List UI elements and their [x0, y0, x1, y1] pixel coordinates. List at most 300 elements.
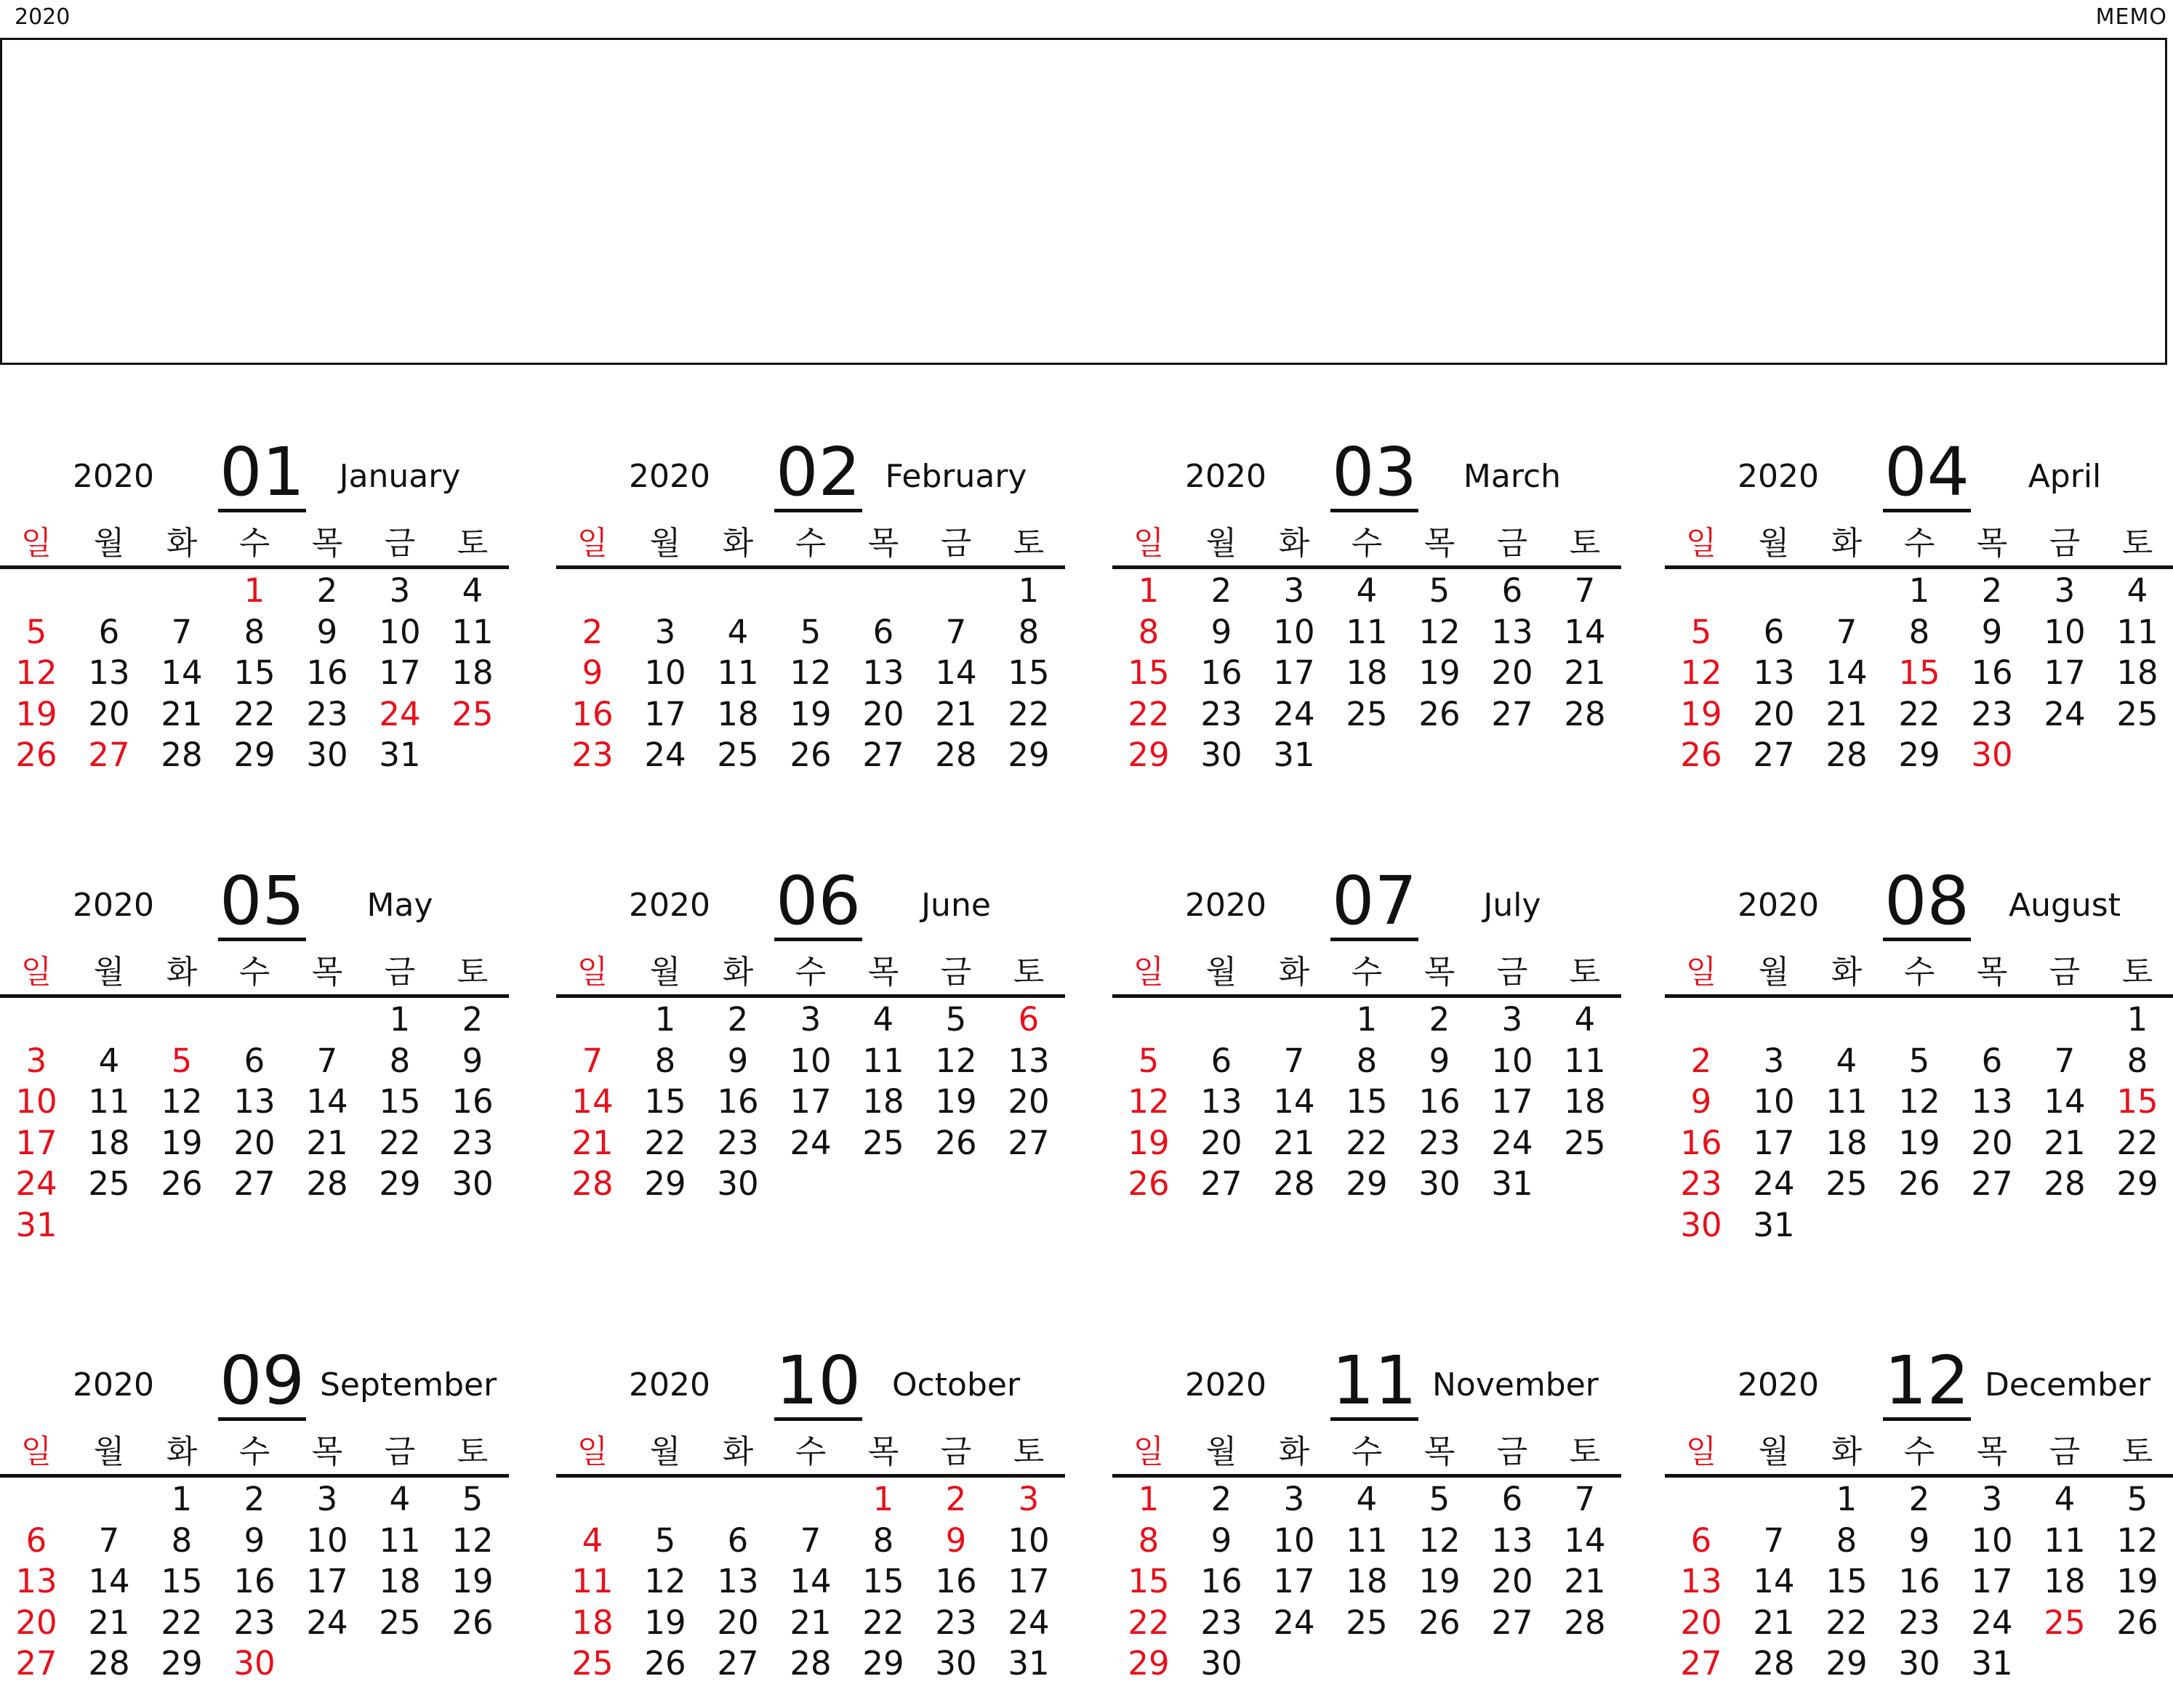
day-cell[interactable]: 10 [15, 1082, 57, 1121]
day-cell[interactable]: 17 [1008, 1562, 1050, 1600]
day-cell[interactable]: 26 [935, 1123, 977, 1162]
day-cell[interactable]: 3 [654, 612, 676, 651]
day-cell[interactable]: 28 [161, 736, 203, 774]
day-cell[interactable]: 2 [1981, 571, 2003, 610]
day-cell[interactable]: 9 [1981, 612, 2003, 651]
day-cell[interactable]: 19 [1418, 653, 1461, 692]
day-cell[interactable]: 7 [1574, 571, 1596, 610]
day-cell[interactable]: 6 [25, 1520, 47, 1560]
day-cell[interactable]: 11 [571, 1562, 614, 1600]
day-cell[interactable]: 8 [2126, 1041, 2148, 1080]
day-cell[interactable]: 7 [800, 1520, 822, 1560]
day-cell[interactable]: 4 [98, 1041, 120, 1080]
day-cell[interactable]: 8 [1138, 1520, 1160, 1560]
day-cell[interactable]: 5 [800, 612, 822, 651]
day-cell[interactable]: 20 [1971, 1123, 2013, 1162]
day-cell[interactable]: 31 [15, 1205, 57, 1244]
day-cell[interactable]: 25 [717, 736, 759, 774]
memo-box[interactable] [0, 38, 2167, 365]
day-cell[interactable]: 18 [1825, 1123, 1868, 1162]
day-cell[interactable]: 28 [2044, 1164, 2086, 1203]
day-cell[interactable]: 4 [389, 1480, 411, 1518]
day-cell[interactable]: 14 [571, 1082, 614, 1121]
day-cell[interactable]: 11 [451, 612, 494, 651]
day-cell[interactable]: 23 [1200, 1603, 1242, 1642]
day-cell[interactable]: 7 [316, 1041, 338, 1080]
day-cell[interactable]: 24 [1008, 1603, 1050, 1642]
day-cell[interactable]: 23 [1680, 1164, 1722, 1203]
day-cell[interactable]: 12 [644, 1562, 686, 1600]
day-cell[interactable]: 4 [2054, 1480, 2076, 1518]
day-cell[interactable]: 30 [1200, 1644, 1242, 1683]
day-cell[interactable]: 30 [306, 736, 348, 774]
day-cell[interactable]: 16 [1200, 1562, 1242, 1600]
day-cell[interactable]: 1 [654, 1000, 676, 1039]
day-cell[interactable]: 13 [15, 1562, 57, 1600]
day-cell[interactable]: 10 [790, 1041, 832, 1080]
day-cell[interactable]: 20 [1753, 694, 1795, 733]
day-cell[interactable]: 19 [1680, 694, 1722, 733]
day-cell[interactable]: 22 [1825, 1603, 1868, 1642]
day-cell[interactable]: 24 [2044, 694, 2086, 733]
day-cell[interactable]: 19 [1418, 1562, 1461, 1600]
day-cell[interactable]: 23 [1898, 1603, 1940, 1642]
day-cell[interactable]: 26 [451, 1603, 494, 1642]
day-cell[interactable]: 11 [717, 653, 759, 692]
day-cell[interactable]: 19 [935, 1082, 977, 1121]
day-cell[interactable]: 15 [1346, 1082, 1388, 1121]
day-cell[interactable]: 31 [1008, 1644, 1050, 1683]
day-cell[interactable]: 3 [1981, 1480, 2003, 1518]
day-cell[interactable]: 30 [1971, 736, 2013, 774]
day-cell[interactable]: 14 [1564, 612, 1606, 651]
day-cell[interactable]: 24 [1273, 694, 1315, 733]
day-cell[interactable]: 7 [171, 612, 193, 651]
day-cell[interactable]: 12 [15, 653, 57, 692]
day-cell[interactable]: 11 [1825, 1082, 1868, 1121]
day-cell[interactable]: 18 [717, 694, 759, 733]
day-cell[interactable]: 25 [2044, 1603, 2086, 1642]
day-cell[interactable]: 7 [945, 612, 967, 651]
day-cell[interactable]: 5 [1690, 612, 1712, 651]
day-cell[interactable]: 29 [161, 1644, 203, 1683]
day-cell[interactable]: 28 [1753, 1644, 1795, 1683]
day-cell[interactable]: 27 [88, 736, 130, 774]
day-cell[interactable]: 8 [1138, 612, 1160, 651]
day-cell[interactable]: 1 [872, 1480, 894, 1518]
day-cell[interactable]: 12 [1898, 1082, 1940, 1121]
day-cell[interactable]: 5 [1429, 1480, 1450, 1518]
day-cell[interactable]: 22 [1008, 694, 1050, 733]
day-cell[interactable]: 24 [379, 694, 421, 733]
day-cell[interactable]: 20 [1491, 653, 1533, 692]
day-cell[interactable]: 9 [1429, 1041, 1450, 1080]
day-cell[interactable]: 1 [1018, 571, 1040, 610]
day-cell[interactable]: 25 [379, 1603, 421, 1642]
day-cell[interactable]: 20 [717, 1603, 759, 1642]
day-cell[interactable]: 16 [1971, 653, 2013, 692]
day-cell[interactable]: 28 [1564, 1603, 1606, 1642]
day-cell[interactable]: 2 [462, 1000, 483, 1039]
day-cell[interactable]: 13 [88, 653, 130, 692]
day-cell[interactable]: 16 [1680, 1123, 1722, 1162]
day-cell[interactable]: 24 [306, 1603, 348, 1642]
day-cell[interactable]: 6 [1210, 1041, 1232, 1080]
day-cell[interactable]: 18 [1346, 653, 1388, 692]
day-cell[interactable]: 26 [644, 1644, 686, 1683]
day-cell[interactable]: 14 [1825, 653, 1868, 692]
day-cell[interactable]: 30 [935, 1644, 977, 1683]
day-cell[interactable]: 14 [88, 1562, 130, 1600]
day-cell[interactable]: 3 [1763, 1041, 1785, 1080]
day-cell[interactable]: 29 [1898, 736, 1940, 774]
day-cell[interactable]: 17 [1491, 1082, 1533, 1121]
day-cell[interactable]: 25 [88, 1164, 130, 1203]
day-cell[interactable]: 15 [1898, 653, 1940, 692]
day-cell[interactable]: 6 [98, 612, 120, 651]
day-cell[interactable]: 3 [2054, 571, 2076, 610]
day-cell[interactable]: 13 [1200, 1082, 1242, 1121]
day-cell[interactable]: 12 [1128, 1082, 1170, 1121]
day-cell[interactable]: 8 [1018, 612, 1040, 651]
day-cell[interactable]: 19 [15, 694, 57, 733]
day-cell[interactable]: 2 [582, 612, 603, 651]
day-cell[interactable]: 30 [1200, 736, 1242, 774]
day-cell[interactable]: 16 [571, 694, 614, 733]
day-cell[interactable]: 6 [1501, 1480, 1523, 1518]
day-cell[interactable]: 12 [1418, 1520, 1461, 1560]
day-cell[interactable]: 25 [1346, 694, 1388, 733]
day-cell[interactable]: 4 [1836, 1041, 1857, 1080]
day-cell[interactable]: 26 [2116, 1603, 2158, 1642]
day-cell[interactable]: 4 [872, 1000, 894, 1039]
day-cell[interactable]: 23 [717, 1123, 759, 1162]
day-cell[interactable]: 2 [1429, 1000, 1450, 1039]
day-cell[interactable]: 19 [451, 1562, 494, 1600]
day-cell[interactable]: 4 [1574, 1000, 1596, 1039]
day-cell[interactable]: 18 [379, 1562, 421, 1600]
day-cell[interactable]: 12 [1680, 653, 1722, 692]
day-cell[interactable]: 26 [15, 736, 57, 774]
day-cell[interactable]: 5 [171, 1041, 193, 1080]
day-cell[interactable]: 18 [1564, 1082, 1606, 1121]
day-cell[interactable]: 14 [2044, 1082, 2086, 1121]
day-cell[interactable]: 17 [644, 694, 686, 733]
day-cell[interactable]: 29 [233, 736, 276, 774]
day-cell[interactable]: 17 [15, 1123, 57, 1162]
day-cell[interactable]: 8 [1356, 1041, 1378, 1080]
day-cell[interactable]: 10 [379, 612, 421, 651]
day-cell[interactable]: 12 [1418, 612, 1461, 651]
day-cell[interactable]: 14 [790, 1562, 832, 1600]
day-cell[interactable]: 27 [15, 1644, 57, 1683]
day-cell[interactable]: 29 [1825, 1644, 1868, 1683]
day-cell[interactable]: 31 [1753, 1205, 1795, 1244]
day-cell[interactable]: 24 [1491, 1123, 1533, 1162]
day-cell[interactable]: 21 [1564, 1562, 1606, 1600]
day-cell[interactable]: 22 [1346, 1123, 1388, 1162]
day-cell[interactable]: 8 [1908, 612, 1930, 651]
day-cell[interactable]: 11 [2116, 612, 2158, 651]
day-cell[interactable]: 29 [379, 1164, 421, 1203]
day-cell[interactable]: 16 [935, 1562, 977, 1600]
day-cell[interactable]: 21 [935, 694, 977, 733]
day-cell[interactable]: 15 [1008, 653, 1050, 692]
day-cell[interactable]: 27 [1491, 694, 1533, 733]
day-cell[interactable]: 15 [1128, 653, 1170, 692]
day-cell[interactable]: 15 [379, 1082, 421, 1121]
day-cell[interactable]: 14 [1273, 1082, 1315, 1121]
day-cell[interactable]: 25 [862, 1123, 904, 1162]
day-cell[interactable]: 29 [2116, 1164, 2158, 1203]
day-cell[interactable]: 2 [316, 571, 338, 610]
day-cell[interactable]: 30 [451, 1164, 494, 1203]
day-cell[interactable]: 14 [1564, 1520, 1606, 1560]
day-cell[interactable]: 23 [1200, 694, 1242, 733]
day-cell[interactable]: 22 [161, 1603, 203, 1642]
day-cell[interactable]: 26 [161, 1164, 203, 1203]
day-cell[interactable]: 29 [862, 1644, 904, 1683]
day-cell[interactable]: 21 [1564, 653, 1606, 692]
day-cell[interactable]: 4 [582, 1520, 603, 1560]
day-cell[interactable]: 21 [306, 1123, 348, 1162]
day-cell[interactable]: 20 [88, 694, 130, 733]
day-cell[interactable]: 17 [1753, 1123, 1795, 1162]
day-cell[interactable]: 7 [98, 1520, 120, 1560]
day-cell[interactable]: 25 [1346, 1603, 1388, 1642]
day-cell[interactable]: 20 [862, 694, 904, 733]
day-cell[interactable]: 9 [1210, 612, 1232, 651]
day-cell[interactable]: 27 [1971, 1164, 2013, 1203]
day-cell[interactable]: 19 [790, 694, 832, 733]
day-cell[interactable]: 19 [2116, 1562, 2158, 1600]
day-cell[interactable]: 16 [1200, 653, 1242, 692]
day-cell[interactable]: 1 [389, 1000, 411, 1039]
day-cell[interactable]: 29 [1128, 736, 1170, 774]
day-cell[interactable]: 31 [1491, 1164, 1533, 1203]
day-cell[interactable]: 9 [1210, 1520, 1232, 1560]
day-cell[interactable]: 10 [1008, 1520, 1050, 1560]
day-cell[interactable]: 15 [161, 1562, 203, 1600]
day-cell[interactable]: 8 [1836, 1520, 1857, 1560]
day-cell[interactable]: 10 [1273, 1520, 1315, 1560]
day-cell[interactable]: 28 [935, 736, 977, 774]
day-cell[interactable]: 5 [462, 1480, 483, 1518]
day-cell[interactable]: 26 [1418, 1603, 1461, 1642]
day-cell[interactable]: 26 [1680, 736, 1722, 774]
day-cell[interactable]: 1 [244, 571, 265, 610]
day-cell[interactable]: 17 [1971, 1562, 2013, 1600]
day-cell[interactable]: 31 [1273, 736, 1315, 774]
day-cell[interactable]: 11 [1346, 1520, 1388, 1560]
day-cell[interactable]: 15 [644, 1082, 686, 1121]
day-cell[interactable]: 26 [1898, 1164, 1940, 1203]
day-cell[interactable]: 6 [872, 612, 894, 651]
day-cell[interactable]: 21 [1753, 1603, 1795, 1642]
day-cell[interactable]: 18 [451, 653, 494, 692]
day-cell[interactable]: 23 [306, 694, 348, 733]
day-cell[interactable]: 13 [1753, 653, 1795, 692]
day-cell[interactable]: 21 [571, 1123, 614, 1162]
day-cell[interactable]: 15 [1128, 1562, 1170, 1600]
day-cell[interactable]: 26 [1418, 694, 1461, 733]
day-cell[interactable]: 9 [244, 1520, 265, 1560]
day-cell[interactable]: 5 [1138, 1041, 1160, 1080]
day-cell[interactable]: 10 [1491, 1041, 1533, 1080]
day-cell[interactable]: 19 [1898, 1123, 1940, 1162]
day-cell[interactable]: 15 [2116, 1082, 2158, 1121]
day-cell[interactable]: 13 [1491, 1520, 1533, 1560]
day-cell[interactable]: 24 [1753, 1164, 1795, 1203]
day-cell[interactable]: 25 [2116, 694, 2158, 733]
day-cell[interactable]: 22 [644, 1123, 686, 1162]
day-cell[interactable]: 7 [1283, 1041, 1305, 1080]
day-cell[interactable]: 30 [233, 1644, 276, 1683]
day-cell[interactable]: 12 [451, 1520, 494, 1560]
day-cell[interactable]: 15 [233, 653, 276, 692]
day-cell[interactable]: 21 [2044, 1123, 2086, 1162]
day-cell[interactable]: 15 [1825, 1562, 1868, 1600]
day-cell[interactable]: 19 [161, 1123, 203, 1162]
day-cell[interactable]: 23 [1418, 1123, 1461, 1162]
day-cell[interactable]: 30 [717, 1164, 759, 1203]
day-cell[interactable]: 2 [1690, 1041, 1712, 1080]
day-cell[interactable]: 16 [306, 653, 348, 692]
day-cell[interactable]: 27 [1680, 1644, 1722, 1683]
day-cell[interactable]: 25 [571, 1644, 614, 1683]
day-cell[interactable]: 21 [161, 694, 203, 733]
day-cell[interactable]: 28 [1825, 736, 1868, 774]
day-cell[interactable]: 13 [1008, 1041, 1050, 1080]
day-cell[interactable]: 11 [1346, 612, 1388, 651]
day-cell[interactable]: 3 [800, 1000, 822, 1039]
day-cell[interactable]: 13 [233, 1082, 276, 1121]
day-cell[interactable]: 7 [2054, 1041, 2076, 1080]
day-cell[interactable]: 9 [945, 1520, 967, 1560]
day-cell[interactable]: 29 [1346, 1164, 1388, 1203]
day-cell[interactable]: 10 [1273, 612, 1315, 651]
day-cell[interactable]: 1 [1908, 571, 1930, 610]
day-cell[interactable]: 25 [1825, 1164, 1868, 1203]
day-cell[interactable]: 20 [1008, 1082, 1050, 1121]
day-cell[interactable]: 31 [1971, 1644, 2013, 1683]
day-cell[interactable]: 22 [233, 694, 276, 733]
day-cell[interactable]: 28 [1273, 1164, 1315, 1203]
day-cell[interactable]: 21 [1273, 1123, 1315, 1162]
day-cell[interactable]: 9 [1690, 1082, 1712, 1121]
day-cell[interactable]: 13 [862, 653, 904, 692]
day-cell[interactable]: 4 [727, 612, 749, 651]
day-cell[interactable]: 9 [462, 1041, 483, 1080]
day-cell[interactable]: 27 [1008, 1123, 1050, 1162]
day-cell[interactable]: 10 [306, 1520, 348, 1560]
day-cell[interactable]: 2 [945, 1480, 967, 1518]
day-cell[interactable]: 1 [1356, 1000, 1378, 1039]
day-cell[interactable]: 25 [1564, 1123, 1606, 1162]
day-cell[interactable]: 30 [1418, 1164, 1461, 1203]
day-cell[interactable]: 10 [644, 653, 686, 692]
day-cell[interactable]: 30 [1898, 1644, 1940, 1683]
day-cell[interactable]: 2 [727, 1000, 749, 1039]
day-cell[interactable]: 21 [88, 1603, 130, 1642]
day-cell[interactable]: 22 [2116, 1123, 2158, 1162]
day-cell[interactable]: 21 [790, 1603, 832, 1642]
day-cell[interactable]: 8 [654, 1041, 676, 1080]
day-cell[interactable]: 11 [2044, 1520, 2086, 1560]
day-cell[interactable]: 16 [1898, 1562, 1940, 1600]
day-cell[interactable]: 18 [2044, 1562, 2086, 1600]
day-cell[interactable]: 28 [790, 1644, 832, 1683]
day-cell[interactable]: 23 [571, 736, 614, 774]
day-cell[interactable]: 12 [161, 1082, 203, 1121]
day-cell[interactable]: 4 [1356, 1480, 1378, 1518]
day-cell[interactable]: 24 [790, 1123, 832, 1162]
day-cell[interactable]: 10 [2044, 612, 2086, 651]
day-cell[interactable]: 1 [1138, 571, 1160, 610]
day-cell[interactable]: 28 [1564, 694, 1606, 733]
day-cell[interactable]: 5 [1429, 571, 1450, 610]
day-cell[interactable]: 18 [88, 1123, 130, 1162]
day-cell[interactable]: 16 [717, 1082, 759, 1121]
day-cell[interactable]: 18 [862, 1082, 904, 1121]
day-cell[interactable]: 28 [88, 1644, 130, 1683]
day-cell[interactable]: 15 [862, 1562, 904, 1600]
day-cell[interactable]: 5 [25, 612, 47, 651]
day-cell[interactable]: 8 [389, 1041, 411, 1080]
day-cell[interactable]: 2 [244, 1480, 265, 1518]
day-cell[interactable]: 10 [1971, 1520, 2013, 1560]
day-cell[interactable]: 7 [1574, 1480, 1596, 1518]
day-cell[interactable]: 17 [306, 1562, 348, 1600]
day-cell[interactable]: 16 [233, 1562, 276, 1600]
day-cell[interactable]: 3 [1283, 1480, 1305, 1518]
day-cell[interactable]: 22 [1128, 694, 1170, 733]
day-cell[interactable]: 22 [1128, 1603, 1170, 1642]
day-cell[interactable]: 14 [1753, 1562, 1795, 1600]
day-cell[interactable]: 17 [1273, 1562, 1315, 1600]
day-cell[interactable]: 20 [1680, 1603, 1722, 1642]
day-cell[interactable]: 5 [945, 1000, 967, 1039]
day-cell[interactable]: 14 [161, 653, 203, 692]
day-cell[interactable]: 8 [872, 1520, 894, 1560]
day-cell[interactable]: 27 [233, 1164, 276, 1203]
day-cell[interactable]: 12 [790, 653, 832, 692]
day-cell[interactable]: 26 [790, 736, 832, 774]
day-cell[interactable]: 29 [1128, 1644, 1170, 1683]
day-cell[interactable]: 3 [389, 571, 411, 610]
day-cell[interactable]: 14 [306, 1082, 348, 1121]
day-cell[interactable]: 5 [1908, 1041, 1930, 1080]
day-cell[interactable]: 6 [1763, 612, 1785, 651]
day-cell[interactable]: 24 [1971, 1603, 2013, 1642]
day-cell[interactable]: 23 [233, 1603, 276, 1642]
day-cell[interactable]: 17 [1273, 653, 1315, 692]
day-cell[interactable]: 22 [379, 1123, 421, 1162]
day-cell[interactable]: 29 [644, 1164, 686, 1203]
day-cell[interactable]: 17 [379, 653, 421, 692]
day-cell[interactable]: 9 [1908, 1520, 1930, 1560]
day-cell[interactable]: 7 [1836, 612, 1857, 651]
day-cell[interactable]: 11 [1564, 1041, 1606, 1080]
day-cell[interactable]: 24 [1273, 1603, 1315, 1642]
day-cell[interactable]: 28 [571, 1164, 614, 1203]
day-cell[interactable]: 20 [233, 1123, 276, 1162]
day-cell[interactable]: 20 [1200, 1123, 1242, 1162]
day-cell[interactable]: 6 [1018, 1000, 1040, 1039]
day-cell[interactable]: 22 [862, 1603, 904, 1642]
day-cell[interactable]: 4 [462, 571, 483, 610]
day-cell[interactable]: 13 [717, 1562, 759, 1600]
